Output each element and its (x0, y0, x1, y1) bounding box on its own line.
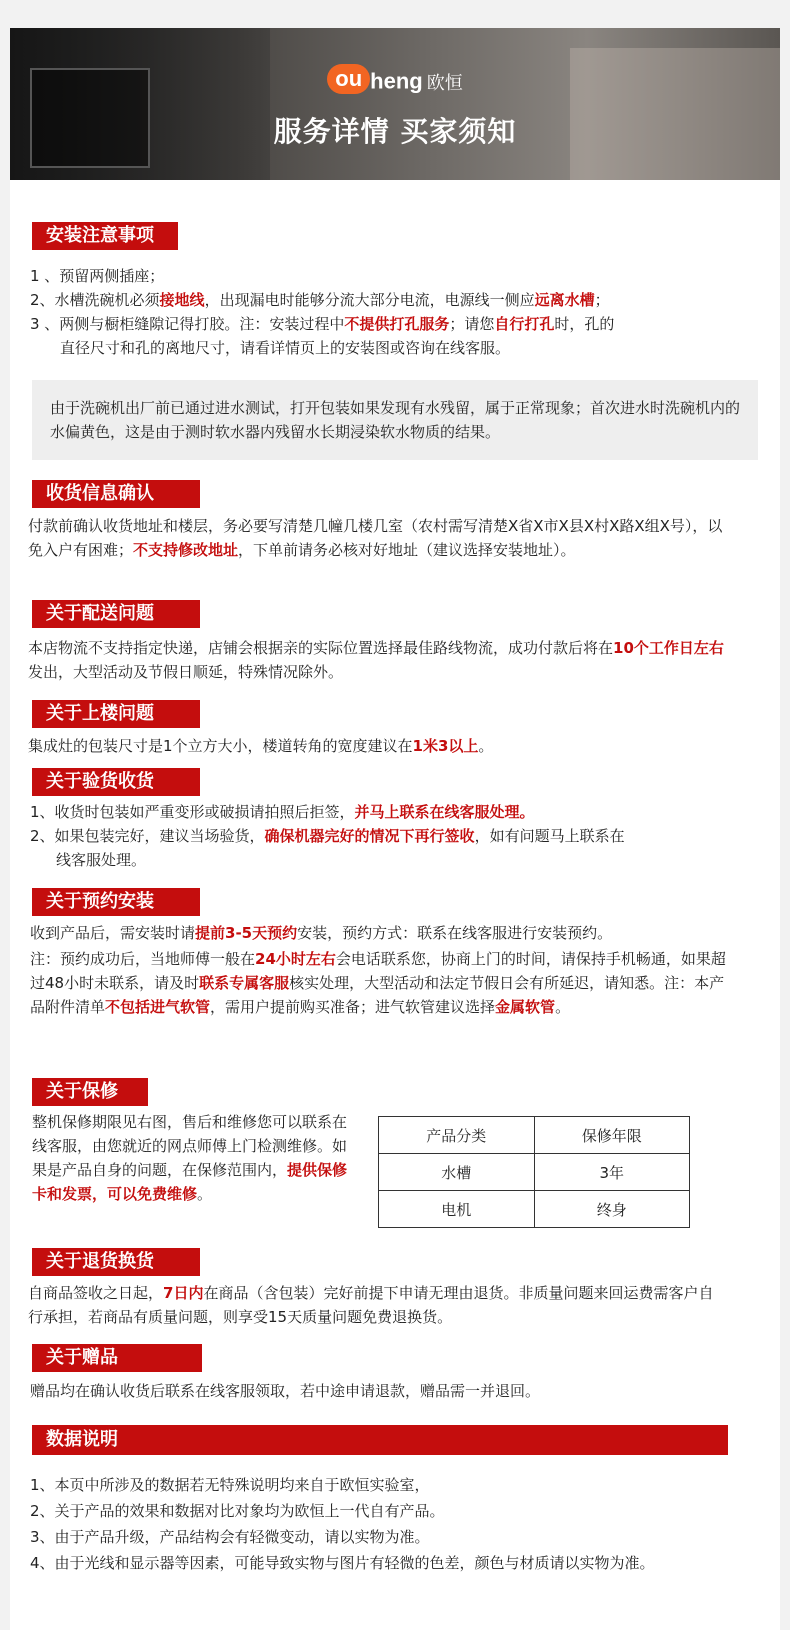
text-segment: 本店物流不支持指定快递，店铺会根据亲的实际位置选择最佳路线物流，成功付款后将在 (28, 639, 614, 657)
highlight-text: 联系专属客服 (199, 974, 290, 992)
text-segment: 核实处理，大型活动和法定节假日会有所延迟，请知悉。注：本产品附件清单 (30, 974, 725, 1016)
brand-logo (10, 64, 780, 95)
text-segment: ； (594, 291, 610, 309)
inspect-item (30, 824, 770, 848)
text-segment: 。 (197, 1185, 213, 1203)
page-title: 服务详情 买家须知 (273, 115, 517, 148)
highlight-text: 自行打孔 (494, 315, 555, 333)
highlight-text: 不提供打孔服务 (344, 315, 450, 333)
delivery-text (28, 636, 730, 684)
table-row (379, 1154, 690, 1191)
appointment-text-1 (30, 921, 770, 945)
highlight-text: 7日内 (163, 1284, 204, 1302)
inspect-list (30, 800, 770, 872)
text-segment: ，需用户提前购买准备；进气软管建议选择 (210, 998, 496, 1016)
text-segment: 发出，大型活动及节假日顺延，特殊情况除外。 (28, 663, 344, 681)
text-segment: 直径尺寸和孔的离地尺寸，请看详情页上的安装图或咨询在线客服。 (60, 339, 511, 357)
highlight-text: 远离水槽 (534, 291, 595, 309)
text-segment: 注：预约成功后，当地师傅一般在 (30, 950, 256, 968)
returns-text (28, 1281, 728, 1329)
inspect-item (30, 848, 770, 872)
table-cell: 3年 (534, 1154, 690, 1191)
highlight-text: 1米3以上 (412, 737, 479, 755)
data-note-item: 1、本页中所涉及的数据若无特殊说明均来自于欧恒实验室， (30, 1476, 430, 1494)
logo-cn: 欧恒 (426, 72, 463, 94)
returns-heading: 关于退货换货 (32, 1248, 200, 1276)
install-item (30, 312, 770, 336)
receive-heading: 收货信息确认 (32, 480, 200, 508)
highlight-text: 金属软管 (495, 998, 556, 1016)
highlight-text: 不包括进气软管 (105, 998, 211, 1016)
highlight-text: 并马上联系在线客服处理。 (354, 803, 535, 821)
table-header-cell: 保修年限 (534, 1117, 690, 1154)
warranty-text (32, 1110, 352, 1206)
text-segment: 1、收货时包装如严重变形或破损请拍照后拒签， (30, 803, 355, 821)
text-segment: 2、如果包装完好，建议当场验货， (30, 827, 265, 845)
table-header-cell: 产品分类 (379, 1117, 535, 1154)
text-segment: 安装，预约方式：联系在线客服进行安装预约。 (297, 924, 613, 942)
highlight-text: 10个工作日左右 (613, 639, 724, 657)
text-segment: 线客服处理。 (56, 851, 147, 869)
warranty-heading: 关于保修 (32, 1078, 148, 1106)
data-note-item: 3、由于产品升级，产品结构会有轻微变动，请以实物为准。 (30, 1528, 430, 1546)
data-note-item: 4、由于光线和显示器等因素，可能导致实物与图片有轻微的色差，颜色与材质请以实物为准。 (30, 1554, 655, 1572)
text-segment: ，出现漏电时能够分流大部分电流，电源线一侧应 (204, 291, 535, 309)
appointment-text-2 (30, 947, 730, 1019)
text-segment: 在商品（含包装）完好前提下申请无理由退货。非质量问题来回运费需客户自行承担，若商品有质量问题，则享受15天质量问题免费退换货。 (28, 1284, 714, 1326)
table-header-row (379, 1117, 690, 1154)
highlight-text: 不支持修改地址 (133, 541, 239, 559)
gifts-text: 赠品均在确认收货后联系在线客服领取，若中途申请退款，赠品需一并退回。 (30, 1382, 541, 1400)
text-segment: 时，孔的 (554, 315, 615, 333)
table-cell: 终身 (534, 1191, 690, 1228)
text-segment: 。 (555, 998, 571, 1016)
highlight-text: 提供保修卡和发票，可以免费维修 (32, 1161, 348, 1203)
table-cell: 水槽 (379, 1154, 535, 1191)
text-segment: 。 (478, 737, 494, 755)
install-item (30, 264, 770, 288)
warranty-table (378, 1116, 690, 1228)
text-segment: 3 、两侧与橱柜缝隙记得打胶。注：安装过程中 (30, 315, 345, 333)
install-list (30, 264, 770, 360)
data-note-heading: 数据说明 (32, 1425, 728, 1455)
stairs-heading: 关于上楼问题 (32, 700, 200, 728)
text-segment: 1 、预留两侧插座； (30, 267, 165, 285)
install-heading: 安装注意事项 (32, 222, 178, 250)
service-page (10, 28, 780, 1630)
inspect-item (30, 800, 770, 824)
table-row (379, 1191, 690, 1228)
appointment-heading: 关于预约安装 (32, 888, 200, 916)
install-item (30, 288, 770, 312)
text-segment: 自商品签收之日起， (28, 1284, 164, 1302)
logo-ou: ou (327, 64, 370, 94)
install-item (30, 336, 770, 360)
data-note-list (30, 1472, 770, 1576)
text-segment: 集成灶的包装尺寸是1个立方大小，楼道转角的宽度建议在 (28, 737, 413, 755)
stairs-text (28, 734, 768, 758)
highlight-text: 24小时左右 (255, 950, 336, 968)
text-segment: 收到产品后，需安装时请 (30, 924, 196, 942)
install-note: 由于洗碗机出厂前已通过进水测试，打开包装如果发现有水残留，属于正常现象；首次进水时洗碗机内的水偏黄色，这是由于测时软水器内残留水长期浸染软水物质的结果。 (32, 380, 758, 460)
table-cell: 电机 (379, 1191, 535, 1228)
highlight-text: 接地线 (159, 291, 205, 309)
text-segment: 会电话联系您，协商上门的时间，请保持手机畅通，如果超过48小时未联系，请及时 (30, 950, 726, 992)
text-segment: ；请您 (449, 315, 495, 333)
inspect-heading: 关于验货收货 (32, 768, 200, 796)
receive-text (28, 514, 728, 562)
delivery-heading: 关于配送问题 (32, 600, 200, 628)
logo-heng: heng (370, 68, 423, 94)
text-segment: ，如有问题马上联系在 (474, 827, 625, 845)
text-segment: 2、水槽洗碗机必须 (30, 291, 160, 309)
text-segment: 付款前确认收货地址和楼层，务必要写清楚几幢几楼几室（农村需写清楚X省X市X县X村X路X组X号），以免入户有困难； (28, 517, 723, 559)
data-note-item: 2、关于产品的效果和数据对比对象均为欧恒上一代自有产品。 (30, 1502, 445, 1520)
text-segment: ，下单前请务必核对好地址（建议选择安装地址）。 (238, 541, 576, 559)
highlight-text: 确保机器完好的情况下再行签收 (264, 827, 475, 845)
highlight-text: 提前3-5天预约 (195, 924, 298, 942)
gifts-heading: 关于赠品 (32, 1344, 202, 1372)
hero-banner (10, 28, 780, 180)
text-segment: 整机保修期限见右图，售后和维修您可以联系在线客服，由您就近的网点师傅上门检测维修。如果是产品自身的问题，在保修范围内， (32, 1113, 348, 1179)
